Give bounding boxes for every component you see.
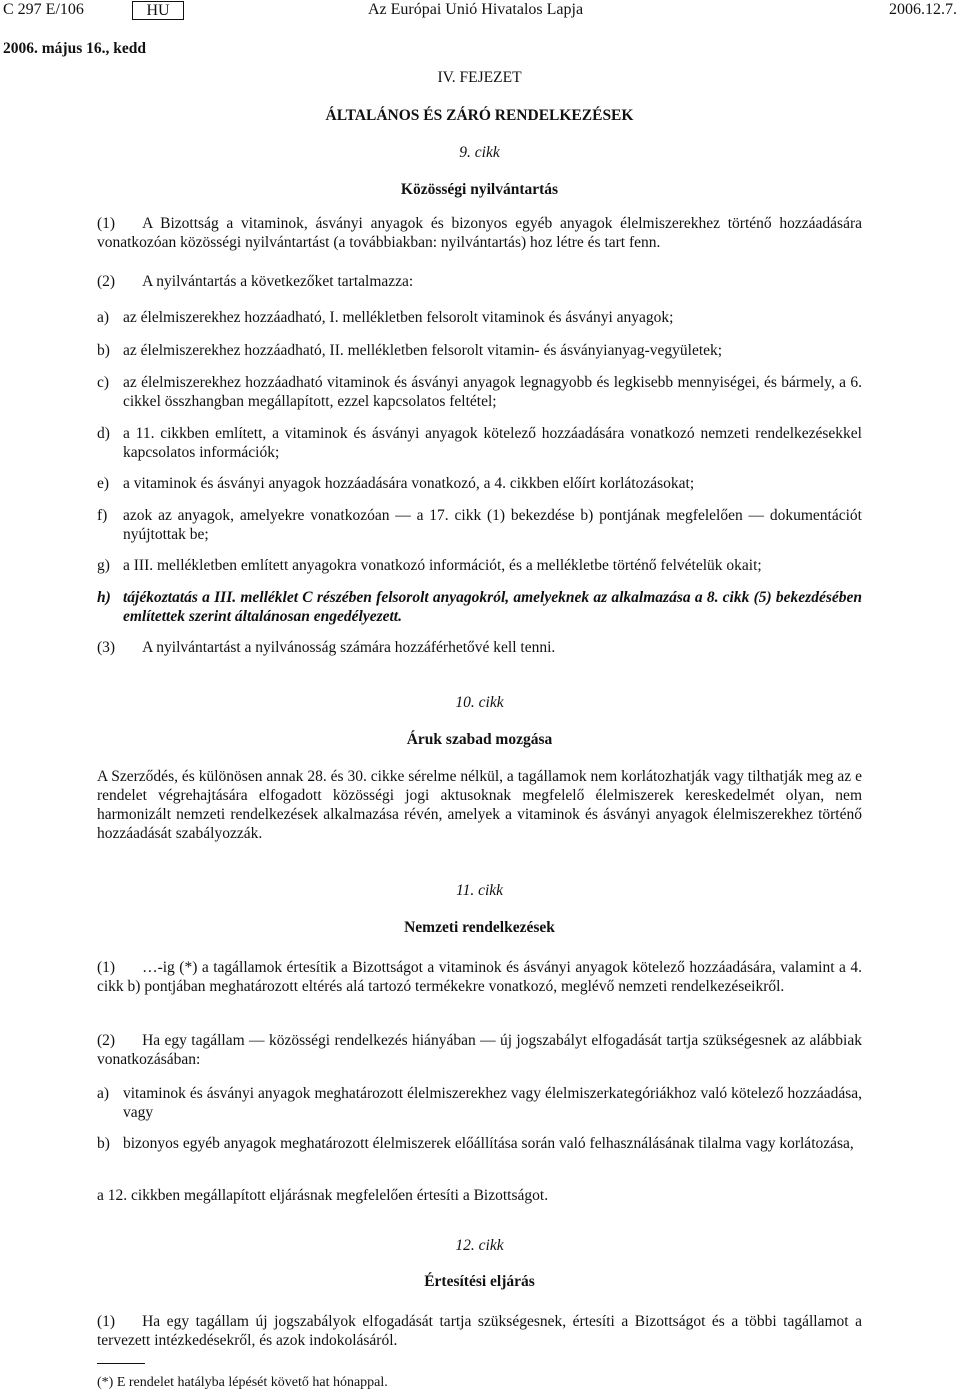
footnote-separator [97,1363,145,1364]
paragraph-number: (1) [97,1313,116,1330]
item-text: azok az anyagok, amelyekre vonatkozóan — a 17. cikk (1) bekezdése b) pontjának megfelelően — dokumentációt nyújtottak be; [123,507,862,543]
item-text: az élelmiszerekhez hozzáadható vitaminok és ásványi anyagok legnagyobb és legkisebb mennyiségei, és bármely, a 6. cikkel összhangban megállapított, ezzel kapcsolatos feltétel; [123,374,862,410]
sitting-date: 2006. május 16., kedd [3,40,146,57]
paragraph-text: Ha egy tagállam új jogszabályok elfogadását tartja szükségesnek, értesíti a Bizottságot és a többi tagállamot a tervezett intézkedésekről, és azok indokolásáról. [97,1313,862,1349]
article-11-title: Nemzeti rendelkezések [404,919,555,936]
art9-paragraph-3 [97,638,862,657]
paragraph-text: …-ig (*) a tagállamok értesítik a Bizottságot a vitaminok és ásványi anyagok kötelező hozzáadására, valamint a 4. cikk b) pontjában meghatározott eltérés alá tartozó termékekre vonatkozó, meglévő nemzeti rendelkezéseikről. [97,959,862,995]
paragraph-number: (1) [97,215,116,232]
article-10-text: A Szerződés, és különösen annak 28. és 30. cikke sérelme nélkül, a tagállamok nem korlátozhatják vagy tilthatják meg az e rendelet végrehajtására elfogadott közösségi jogi aktusoknak megfelelő élelmiszerek kereskedelmét olyan, nem harmonizált nemzeti rendelkezések alkalmazása révén, amelyek a vitaminok és ásványi anyagok élelmiszerekhez történő hozzáadását szabályozzák. [97,768,862,842]
item-text: a III. mellékletben említett anyagokra vonatkozó információt, és a mellékletbe történő felvételük okait; [123,557,762,574]
article-9-number: 9. cikk [459,144,500,161]
paragraph-text: Ha egy tagállam — közösségi rendelkezés hiányában — új jogszabályt elfogadását tartja szükségesnek az alábbiak vonatkozásában: [97,1032,862,1068]
item-label: a) [97,309,110,326]
article-10-number: 10. cikk [455,694,504,711]
paragraph-number: (2) [97,273,116,290]
item-label: a) [97,1085,110,1102]
paragraph-text: A nyilvántartást a nyilvánosság számára hozzáférhetővé kell tenni. [142,639,556,656]
item-text: vitaminok és ásványi anyagok meghatározott élelmiszerekhez vagy élelmiszerkategóriákhoz való kötelező hozzáadása, vagy [123,1085,862,1121]
paragraph-number: (1) [97,959,116,976]
article-12-number: 12. cikk [455,1237,504,1254]
item-text: az élelmiszerekhez hozzáadható, I. mellékletben felsorolt vitaminok és ásványi anyagok; [123,309,674,326]
article-10-title: Áruk szabad mozgása [406,731,553,748]
page-header [0,0,960,22]
article-11-number: 11. cikk [455,882,504,899]
language-badge: HU [132,1,184,20]
article-9-title: Közösségi nyilvántartás [400,181,559,198]
chapter-number: IV. FEJEZET [437,69,522,86]
item-label: b) [97,1135,110,1152]
art9-paragraph-1 [97,214,862,254]
item-text: bizonyos egyéb anyagok meghatározott élelmiszerek előállítása során való felhasználásának tilalma vagy korlátozása, [123,1135,854,1152]
item-text: az élelmiszerekhez hozzáadható, II. mellékletben felsorolt vitamin- és ásványianyag-vegyületek; [123,342,723,359]
paragraph-number: (3) [97,639,116,656]
item-label: h) [97,589,111,606]
oj-reference: C 297 E/106 [3,1,84,18]
item-text: tájékoztatás a III. melléklet C részében felsorolt anyagokról, amelyeknek az alkalmazása a 8. cikk (5) bekezdésében említettek szerint általánosan engedélyezett. [123,589,862,625]
item-label: d) [97,425,110,442]
item-label: e) [97,475,110,492]
art11-closing: a 12. cikkben megállapított eljárásnak megfelelően értesíti a Bizottságot. [97,1187,549,1204]
art9-paragraph-2 [97,272,862,291]
chapter-title: ÁLTALÁNOS ÉS ZÁRÓ RENDELKEZÉSEK [325,107,634,124]
art11-paragraph-2 [97,1031,862,1069]
item-label: b) [97,342,110,359]
art11-paragraph-1 [97,958,862,996]
footnote: (*) E rendelet hatályba lépését követő hat hónappal. [97,1375,388,1390]
item-label: g) [97,557,110,574]
item-label: c) [97,374,110,391]
art12-paragraph-1 [97,1312,862,1350]
paragraph-text: A Bizottság a vitaminok, ásványi anyagok és bizonyos egyéb anyagok élelmiszerekhez történő hozzáadására vonatkozóan közösségi nyilvántartást (a továbbiakban: nyilvántartás) hoz létre és tart fenn. [97,215,862,251]
journal-title: Az Európai Unió Hivatalos Lapja [368,1,584,18]
item-label: f) [97,507,108,524]
article-12-title: Értesítési eljárás [424,1273,535,1290]
paragraph-number: (2) [97,1032,116,1049]
item-text: a 11. cikkben említett, a vitaminok és ásványi anyagok kötelező hozzáadására vonatkozó nemzeti rendelkezésekkel kapcsolatos információk; [123,425,862,461]
paragraph-text: A nyilvántartás a következőket tartalmazza: [142,273,414,290]
item-text: a vitaminok és ásványi anyagok hozzáadására vonatkozó, a 4. cikkben előírt korlátozásokat; [123,475,695,492]
publication-date: 2006.12.7. [889,1,957,18]
